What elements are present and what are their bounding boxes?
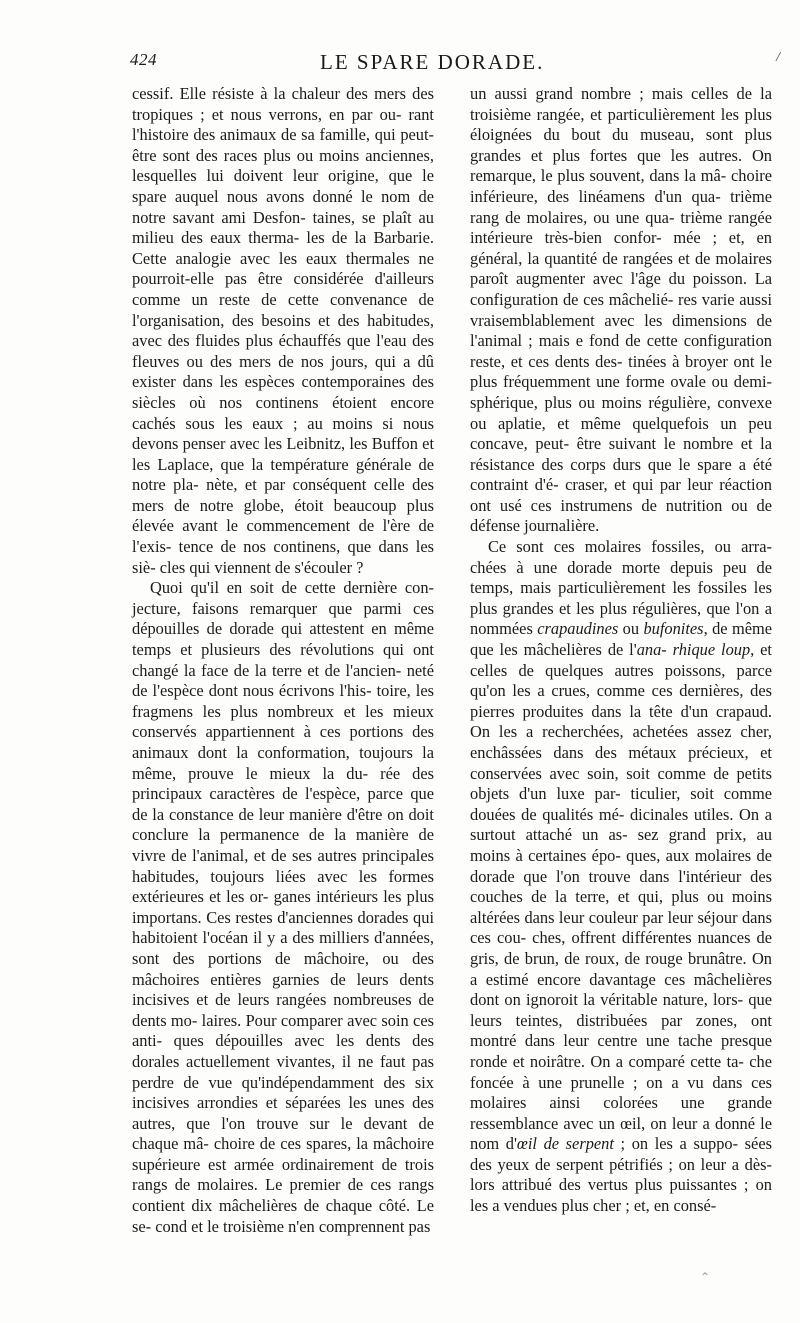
footer-mark: ⌃: [700, 1270, 711, 1284]
right-paragraph-2-part-d: , et celles de quelques autres poissons, parce qu'on les a crues, comme ces dernières, des pierres produites dans la tête d'un crapaud. On les a recherchées, achetées assez cher, enchâssées dans des métaux précieux, et conservées avec soin, soit comme de petits objets d'un luxe par- ticulier, soit comme douées de qualités mé- dicinales utiles. On a surtout attaché un as- sez grand prix, au moins à certaines épo- ques, aux molaires de dorade que l'on trouve dans l'intérieur des couches de la terre, et qui, plus ou moins altérées dans leur couleur par leur séjour dans ces cou- ches, offrent différentes nuances de gris, de brun, de roux, de rouge brunâtre. On a estimé encore davantage ces mâchelières dont on ignoroit la véritable nature, lors- que leurs teintes, distribuées par zones, ont montré dans leur centre une tache presque ronde et noirâtre. On a comparé cette ta- che foncée à une prunelle ; on a vu dans ces molaires ainsi colorées une grande ressemblance avec un œil, on leur a donné le nom d': [470, 640, 772, 1154]
left-column: [132, 84, 434, 1237]
right-paragraph-2-part-a: Ce sont ces molaires fossiles, ou arra- chées à une dorade morte depuis peu de temps, mais particulièrement les fossiles les plus grandes et les plus régulières, que l'on a nommées: [470, 537, 772, 639]
term-bufonites: bufonites: [643, 619, 704, 639]
corner-mark: /: [776, 50, 780, 65]
term-oeil-de-serpent: œil de serpent: [516, 1134, 614, 1154]
right-paragraph-2-part-c: , de même que les mâchelières de l': [470, 619, 772, 660]
page-number: 424: [130, 50, 157, 69]
right-column: [470, 84, 772, 1217]
right-paragraph-2-part-b: ou: [618, 619, 644, 639]
term-anarhique-loup: ana- rhique loup: [636, 640, 751, 660]
right-paragraph-2-part-e: ; on les a suppo- sées des yeux de serpent pétrifiés ; on leur a dès-lors attribué des vertus plus puissantes ; on les a vendues plus cher ; et, en consé-: [470, 1134, 772, 1216]
left-paragraph-2: Quoi qu'il en soit de cette dernière con- jecture, faisons remarquer que parmi ces dépouilles de dorade qui attestent en même temps et plusieurs des révolutions qui ont changé la face de la terre et de l'ancien- neté de l'espèce dont nous écrivons l'his- toire, les fragmens les plus nombreux et les mieux conservés appartiennent à ces portions des animaux dont la conformation, toujours la même, prouve le mieux la du- rée des principaux caractères de l'espèce, parce que de la constance de leur manière d'être on doit conclure la permanence de la manière de vivre de l'animal, et de ses autres principales habitudes, toujours liées avec les formes extérieures et les or- ganes intérieurs les plus importans. Ces restes d'anciennes dorades qui habitoient l'océan il y a des milliers d'années, sont des portions de mâchoire, ou des mâchoires entières garnies de leurs dents incisives et de leurs rangées nombreuses de dents mo- laires. Pour comparer avec soin ces anti- ques dépouilles avec les dents des dorales actuellement vivantes, il ne faut pas perdre de vue qu'indépendamment des six incisives arrondies et séparées les unes des autres, que l'on trouve sur le devant de chaque mâ- choire de ces spares, la mâchoire supérieure est armée ordinairement de trois rangs de molaires. Le premier de ces rangs contient dix mâchelières de chaque côté. Le se- cond et le troisième n'en comprennent pas: [132, 578, 434, 1236]
running-head: LE SPARE DORADE.: [320, 50, 545, 74]
right-paragraph-1: un aussi grand nombre ; mais celles de la troisième rangée, et particulièrement les plus éloignées du bout du museau, sont plus grandes et plus fortes que les autres. On remarque, le plus souvent, dans la mâ- choire inférieure, des linéamens d'un qua- trième rang de molaires, ou une qua- trième rangée intérieure très-bien confor- mée ; et, en général, la quantité de rangées et de molaires paroît augmenter avec l'âge du poisson. La configuration de ces mâchelié- res varie aussi vraisemblablement avec les dimensions de l'animal ; mais e fond de cette configuration reste, et ces dents des- tinées à broyer ont le plus fréquemment une forme ovale ou demi-sphérique, plus ou moins régulière, convexe ou aplatie, et même quelquefois un peu concave, peut- être suivant le nombre et la résistance des corps durs que le spare a été contraint d'é- craser, et qui par leur réaction ont usé ces instrumens de nutrition ou de défense journalière.: [470, 84, 772, 536]
term-crapaudines: crapaudines: [537, 619, 619, 639]
right-paragraph-2: [470, 537, 772, 1217]
page-header: [130, 50, 780, 78]
left-paragraph-1: cessif. Elle résiste à la chaleur des mers des tropiques ; et nous verrons, en par ou- rant l'histoire des animaux de sa famille, qui peut-être sont des races plus ou moins anciennes, lesquelles lui doivent leur origine, que le spare auquel nous avons donné le nom de notre savant ami Desfon- taines, se plaît au milieu des eaux therma- les de la Barbarie. Cette analogie avec les eaux thermales ne pourroit-elle pas être considérée d'ailleurs comme un reste de cette convenance de l'organisation, des besoins et des habitudes, avec des fluides plus échauffés que l'eau des fleuves ou des mers de nos jours, qui a dû exister dans les espèces contemporaines des siècles où nos continens étoient encore cachés sous les eaux ; au moins si nous devons penser avec les Leibnitz, les Buffon et les Laplace, que la température générale de notre pla- nète, et par conséquent celle des mers de notre globe, étoit beaucoup plus élevée avant le commencement de l'ère de l'exis- tence de nos continens, que dans les siè- cles qui viennent de s'écouler ?: [132, 84, 434, 577]
